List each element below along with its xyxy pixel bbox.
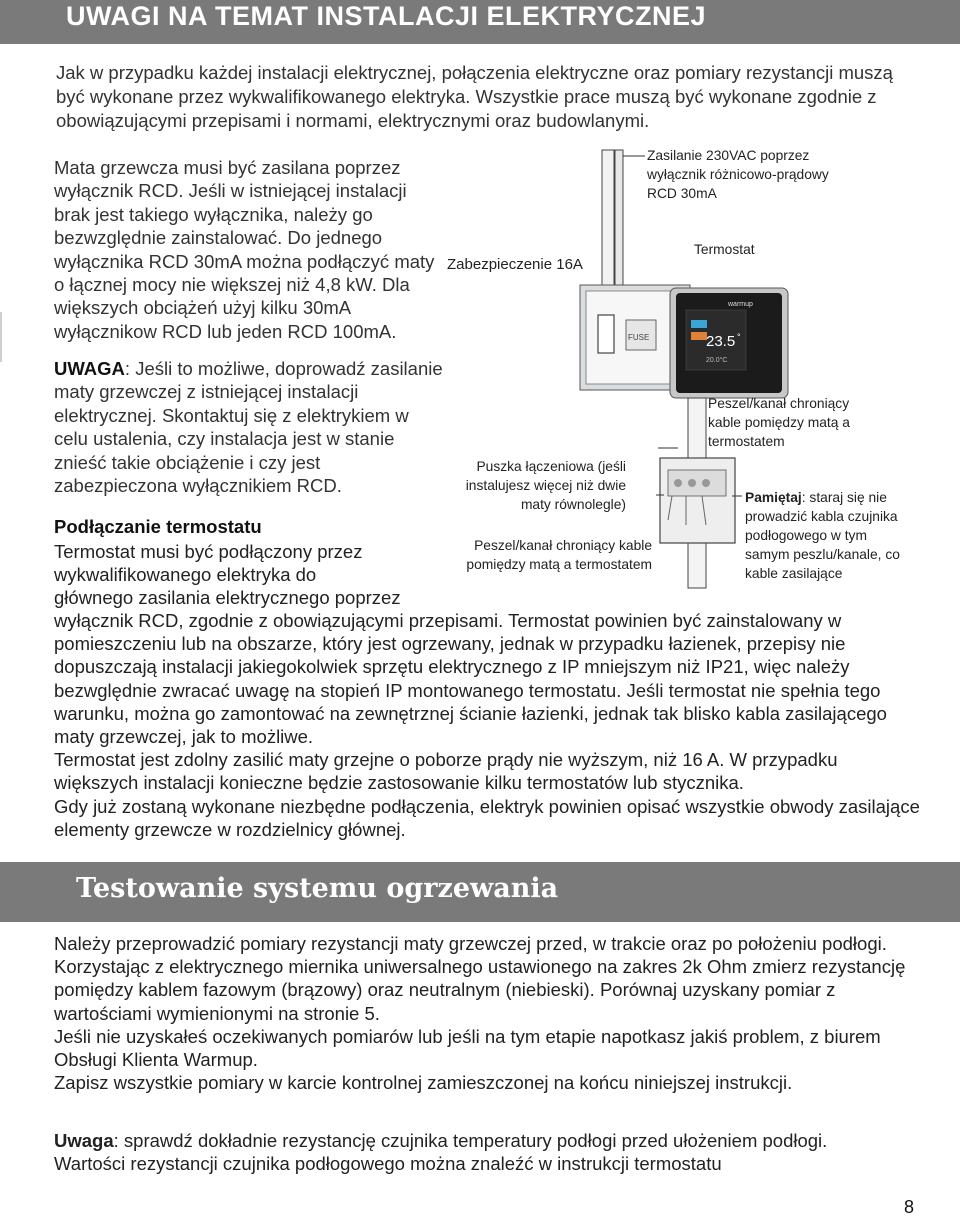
thermostat-line-1: Termostat musi być podłączony przez [54,541,363,562]
warning-paragraph [54,357,444,497]
thermostat-connection-lines [54,540,401,610]
display-unit: ° [737,332,741,342]
display-temperature: 23.5 [706,333,736,350]
callout-fuse: Zabezpieczenie 16A [447,256,583,273]
rcd-paragraph: Mata grzewcza musi być zasilana poprzez wyłącznik RCD. Jeśli w istniejącej instalacji brak jest takiego wyłącznika, należy go bezwzględnie zainstalować. Do jednego wyłącznika RCD 30mA można podłączyć maty o łącznej mocy nie większej niż 4,8 kW. Dla większych obciążeń użyj kilku 30mA wyłącznikow RCD lub jeden RCD 100mA. [54,157,435,342]
testing-paragraph-2: Jeśli nie uzyskałeś oczekiwanych pomiarów lub jeśli na tym etapie napotkasz jakiś problem, z biurem Obsługi Klienta Warmup. [54,1025,881,1071]
callout-conduit-left: Peszel/kanał chroniący kable pomiędzy matą a termostatem [466,538,652,572]
thermostat-current-text: Termostat jest zdolny zasilić maty grzejne o poborze prądy nie wyższym, niż 16 A. W przypadku większych instalacji konieczne będzie zastosowanie kilku termostatów lub stycznika. [54,749,838,794]
thermostat-line-2: wykwalifikowanego elektryka do [54,564,317,586]
testing-paragraph-3: Zapisz wszystkie pomiary w karcie kontrolnej zamieszczonej na końcu niniejszej instrukcji. [54,1072,793,1094]
callout-thermostat: Termostat [694,242,755,257]
thermostat-install-text: wyłącznik RCD, zgodnie z obowiązującymi przepisami. Termostat powinien być zainstalowany w pomieszczeniu lub na obszarze, który jest ogrzewany, jednak w przypadku łazienek, przepisy nie dopuszczają instalacji jakiegokolwiek sprzętu elektrycznego z IP mniejszym niż IP21, więc należy bezwględnie zwracać uwagę na stopień IP montowanego termostatu. Jeśli termostat nie spełnia tego warunku, można go zamontować na zewnętrznej ścianie łazienki, jednak tak blisko kabla zasilającego maty grzewczej, jak to możliwe. [54,610,887,748]
page-number: 8 [904,1197,915,1217]
thermostat-connection-body [54,609,924,841]
thermostat-device [670,288,788,398]
intro-paragraph: Jak w przypadku każdej instalacji elektrycznej, połączenia elektryczne oraz pomiary rezystancji muszą być wykonane przez wykwalifikowanego elektryka. Wszystkie prace muszą być wykonane zgodnie z obowiązującymi przepisami i normami, elektrycznymi oraz budowlanymi. [56,62,893,131]
note-label: Uwaga [54,1130,114,1151]
warning-label: UWAGA [54,358,125,379]
margin-mark [0,312,2,362]
supply-conduit [602,150,623,290]
fuse-label: FUSE [628,333,650,342]
display-setpoint: 20.0°C [706,357,728,364]
callout-remember [745,488,900,583]
page-title: UWAGI NA TEMAT INSTALACJI ELEKTRYCZNEJ [66,1,706,31]
section-title: Testowanie systemu ogrzewania [76,873,559,904]
thermostat-final-text: Gdy już zostaną wykonane niezbędne podłączenia, elektryk powinien opisać wszystkie obwody zasilające elementy grzewcze w rozdzielnicy głównej. [54,795,920,840]
callout-supply: Zasilanie 230VAC poprzez wyłącznik różnicowo-prądowy RCD 30mA [647,148,829,201]
remember-text: : staraj się nie prowadzić kabla czujnika podłogowego w tym samym peszlu/kanale, co kable zasilające [745,490,900,581]
testing-body [54,932,924,1094]
note-text-2: Wartości rezystancji czujnika podłogowego można znaleźć w instrukcji termostatu [54,1153,722,1175]
brand-label: warmup [728,301,753,308]
junction-box [660,458,735,543]
note-text: : sprawdź dokładnie rezystancję czujnika temperatury podłogi przed ułożeniem podłogi. [113,1130,828,1151]
warning-text: : Jeśli to możliwe, doprowadź zasilanie maty grzewczej z istniejącej instalacji elektrycznej. Skontaktuj się z elektrykiem w celu ustalenia, czy instalacja jest w stanie znieść takie obciążenie i czy jest zabezpieczona wyłącznikiem RCD. [54,358,443,497]
thermostat-connection-heading: Podłączanie termostatu [54,516,262,537]
callout-conduit-right: Peszel/kanał chroniący kable pomiędzy matą a termostatem [708,396,850,449]
thermostat-line-3: głównego zasilania elektrycznego poprzez [54,587,401,609]
testing-paragraph-1: Należy przeprowadzić pomiary rezystancji maty grzewczej przed, w trakcie oraz po położeniu podłogi. Korzystając z elektrycznego miernika uniwersalnego ustawionego na zakres 2k Ohm zmierz rezystancję pomiędzy kablem fazowym (brązowy) oraz neutralnym (niebieski). Porównaj uzyskany pomiar z wartościami wymienionymi na stronie 5. [54,933,906,1024]
callout-junction-box: Puszka łączeniowa (jeśli instalujesz więcej niż dwie maty równolegle) [465,459,626,512]
remember-label: Pamiętaj [745,490,802,505]
testing-note [54,1129,924,1175]
